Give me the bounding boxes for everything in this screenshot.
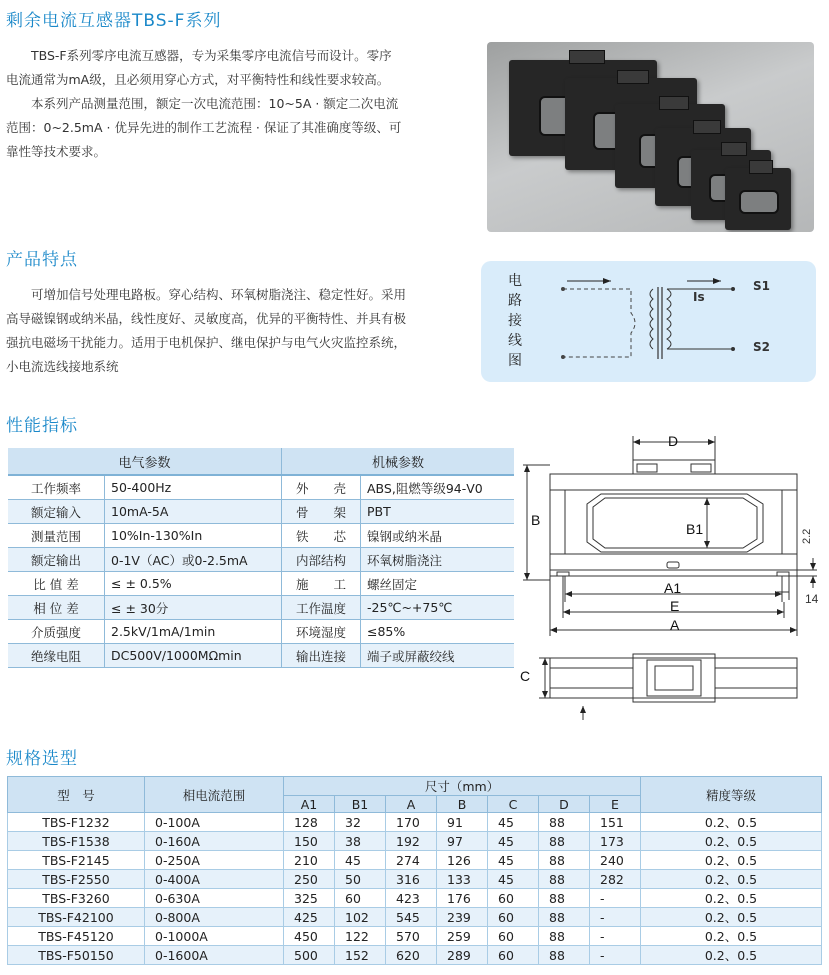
dimension-cell: 91 bbox=[437, 813, 488, 832]
e-value: ≤ ± 30分 bbox=[105, 596, 282, 620]
header-dim: A bbox=[386, 796, 437, 813]
accuracy-cell: 0.2、0.5 bbox=[641, 832, 822, 851]
m-label: 输出连接 bbox=[282, 644, 361, 668]
primary-loop bbox=[563, 289, 635, 357]
header-dim: B1 bbox=[335, 796, 386, 813]
e-value: 10mA-5A bbox=[105, 500, 282, 524]
dimension-cell: 38 bbox=[335, 832, 386, 851]
dimension-cell: 102 bbox=[335, 908, 386, 927]
dimension-cell: 210 bbox=[284, 851, 335, 870]
features-title: 产品特点 bbox=[6, 250, 78, 270]
dimension-cell: 97 bbox=[437, 832, 488, 851]
dimension-cell: 32 bbox=[335, 813, 386, 832]
e-value: DC500V/1000MΩmin bbox=[105, 644, 282, 668]
intro-title: 剩余电流互感器TBS-F系列 bbox=[6, 11, 222, 31]
e-label: 比 值 差 bbox=[8, 572, 105, 596]
e-label: 介质强度 bbox=[8, 620, 105, 644]
dimension-cell: 500 bbox=[284, 946, 335, 965]
dimension-cell: 88 bbox=[539, 851, 590, 870]
primary-coil bbox=[650, 289, 653, 349]
dimension-cell: 423 bbox=[386, 889, 437, 908]
m-value: 环氧树脂浇注 bbox=[361, 548, 515, 572]
secondary-coil bbox=[667, 289, 671, 349]
dimension-cell: 45 bbox=[488, 813, 539, 832]
s1-label: S1 bbox=[753, 279, 770, 293]
dimension-cell: 150 bbox=[284, 832, 335, 851]
header-dim: B bbox=[437, 796, 488, 813]
m-value: PBT bbox=[361, 500, 515, 524]
range-cell: 0-630A bbox=[145, 889, 284, 908]
ct-unit-6 bbox=[725, 168, 791, 230]
dimension-cell: 45 bbox=[488, 832, 539, 851]
dimension-cell: 240 bbox=[590, 851, 641, 870]
table-row bbox=[8, 500, 514, 524]
dimension-cell: 88 bbox=[539, 832, 590, 851]
dim-b1: B1 bbox=[686, 521, 704, 537]
e-label: 额定输出 bbox=[8, 548, 105, 572]
dimension-cell: 170 bbox=[386, 813, 437, 832]
dimension-cell: 152 bbox=[335, 946, 386, 965]
dimension-cell: 620 bbox=[386, 946, 437, 965]
table-row bbox=[8, 889, 822, 908]
accuracy-cell: 0.2、0.5 bbox=[641, 870, 822, 889]
table-row bbox=[8, 548, 514, 572]
intro-paragraph-2: 本系列产品测量范围，额定一次电流范围：10~5A · 额定二次电流范围：0~2.5mA · 优异先进的制作工艺流程 · 保证了其准确度等级、可靠性等技术要求。 bbox=[6, 96, 402, 159]
m-label: 工作温度 bbox=[282, 596, 361, 620]
selection-title: 规格选型 bbox=[6, 749, 78, 769]
m-value: -25℃~+75℃ bbox=[361, 596, 515, 620]
table-row bbox=[8, 620, 514, 644]
m-label: 骨 架 bbox=[282, 500, 361, 524]
s2-label: S2 bbox=[753, 340, 770, 354]
model-cell: TBS-F1538 bbox=[8, 832, 145, 851]
m-value: ≤85% bbox=[361, 620, 515, 644]
range-cell: 0-800A bbox=[145, 908, 284, 927]
range-cell: 0-100A bbox=[145, 813, 284, 832]
table-row bbox=[8, 475, 514, 500]
m-value: 端子或屏蔽绞线 bbox=[361, 644, 515, 668]
e-value: ≤ ± 0.5% bbox=[105, 572, 282, 596]
header-mechanical: 机械参数 bbox=[282, 448, 515, 475]
selection-table bbox=[7, 776, 822, 965]
header-electrical: 电气参数 bbox=[8, 448, 282, 475]
table-row bbox=[8, 644, 514, 668]
is-label: Is bbox=[693, 290, 705, 304]
dimension-cell: 60 bbox=[488, 927, 539, 946]
dimension-cell: 176 bbox=[437, 889, 488, 908]
dimension-cell: 250 bbox=[284, 870, 335, 889]
dimension-cell: 133 bbox=[437, 870, 488, 889]
features-text bbox=[6, 283, 418, 379]
header-accuracy: 精度等级 bbox=[641, 777, 822, 813]
model-cell: TBS-F1232 bbox=[8, 813, 145, 832]
m-label: 铁 芯 bbox=[282, 524, 361, 548]
intro-text bbox=[6, 44, 404, 164]
dimension-cell: 60 bbox=[335, 889, 386, 908]
dimension-cell: 60 bbox=[488, 908, 539, 927]
accuracy-cell: 0.2、0.5 bbox=[641, 851, 822, 870]
e-label: 额定输入 bbox=[8, 500, 105, 524]
table-row bbox=[8, 851, 822, 870]
table-row bbox=[8, 524, 514, 548]
m-label: 环境湿度 bbox=[282, 620, 361, 644]
table-row bbox=[8, 946, 822, 965]
accuracy-cell: 0.2、0.5 bbox=[641, 927, 822, 946]
intro-paragraph-1: TBS-F系列零序电流互感器，专为采集零序电流信号而设计。零序电流通常为mA级，且必须用穿心方式，对平衡特性和线性要求较高。 bbox=[6, 48, 392, 87]
spec-table bbox=[8, 448, 514, 668]
dimension-cell: 128 bbox=[284, 813, 335, 832]
s1-terminal bbox=[731, 287, 735, 291]
dim-d: D bbox=[668, 433, 679, 449]
model-cell: TBS-F45120 bbox=[8, 927, 145, 946]
range-cell: 0-1600A bbox=[145, 946, 284, 965]
dimension-cell: 45 bbox=[488, 851, 539, 870]
header-dim: E bbox=[590, 796, 641, 813]
dimension-cell: - bbox=[590, 908, 641, 927]
dimension-cell: 289 bbox=[437, 946, 488, 965]
features-paragraph: 可增加信号处理电路板。穿心结构、环氧树脂浇注、稳定性好。采用高导磁镍钢或纳米晶，线性度好、灵敏度高，优异的平衡特性、并具有极强抗电磁场干扰能力。适用于电机保护、继电保护与电气火灾监控系统，小电流选线接地系统 bbox=[6, 287, 407, 374]
dimension-cell: 50 bbox=[335, 870, 386, 889]
accuracy-cell: 0.2、0.5 bbox=[641, 889, 822, 908]
dimension-cell: 88 bbox=[539, 927, 590, 946]
header-range: 相电流范围 bbox=[145, 777, 284, 813]
dimension-cell: 425 bbox=[284, 908, 335, 927]
dimension-cell: 88 bbox=[539, 870, 590, 889]
m-label: 施 工 bbox=[282, 572, 361, 596]
m-label: 内部结构 bbox=[282, 548, 361, 572]
dimension-cell: 88 bbox=[539, 889, 590, 908]
dimension-cell: 570 bbox=[386, 927, 437, 946]
dimension-cell: 545 bbox=[386, 908, 437, 927]
model-cell: TBS-F50150 bbox=[8, 946, 145, 965]
m-value: 镍钢或纳米晶 bbox=[361, 524, 515, 548]
table-row bbox=[8, 596, 514, 620]
primary-terminal-top bbox=[561, 287, 565, 291]
dimension-cell: 45 bbox=[335, 851, 386, 870]
e-value: 50-400Hz bbox=[105, 475, 282, 500]
m-value: ABS,阻燃等级94-V0 bbox=[361, 475, 515, 500]
circuit-label: 电路接线图 bbox=[508, 273, 522, 369]
m-value: 螺丝固定 bbox=[361, 572, 515, 596]
header-dim: D bbox=[539, 796, 590, 813]
primary-terminal-bottom bbox=[561, 355, 565, 359]
model-cell: TBS-F2145 bbox=[8, 851, 145, 870]
dimension-cell: - bbox=[590, 946, 641, 965]
dim-a1: A1 bbox=[664, 580, 682, 596]
dimension-cell: 122 bbox=[335, 927, 386, 946]
s2-terminal bbox=[731, 347, 735, 351]
table-row bbox=[8, 927, 822, 946]
e-label: 绝缘电阻 bbox=[8, 644, 105, 668]
dim-14: 14 bbox=[805, 592, 819, 606]
range-cell: 0-250A bbox=[145, 851, 284, 870]
dim-a: A bbox=[670, 617, 680, 633]
e-value: 0-1V（AC）或0-2.5mA bbox=[105, 548, 282, 572]
e-label: 工作频率 bbox=[8, 475, 105, 500]
dim-e: E bbox=[670, 598, 680, 614]
dimension-cell: 151 bbox=[590, 813, 641, 832]
header-size: 尺寸（mm） bbox=[284, 777, 641, 796]
dim-b: B bbox=[531, 512, 541, 528]
e-label: 相 位 差 bbox=[8, 596, 105, 620]
dim-2-2: 2.2 bbox=[801, 528, 813, 544]
range-cell: 0-1000A bbox=[145, 927, 284, 946]
dimension-cell: 60 bbox=[488, 889, 539, 908]
dimension-cell: 45 bbox=[488, 870, 539, 889]
product-photo bbox=[487, 42, 814, 232]
table-row bbox=[8, 870, 822, 889]
e-value: 2.5kV/1mA/1min bbox=[105, 620, 282, 644]
dimension-cell: 88 bbox=[539, 908, 590, 927]
dimension-cell: 60 bbox=[488, 946, 539, 965]
dimension-cell: 192 bbox=[386, 832, 437, 851]
model-cell: TBS-F2550 bbox=[8, 870, 145, 889]
dimension-cell: 88 bbox=[539, 946, 590, 965]
range-cell: 0-160A bbox=[145, 832, 284, 851]
dimension-cell: 239 bbox=[437, 908, 488, 927]
dimension-cell: - bbox=[590, 889, 641, 908]
e-value: 10%In-130%In bbox=[105, 524, 282, 548]
dimension-cell: 316 bbox=[386, 870, 437, 889]
performance-title: 性能指标 bbox=[6, 416, 78, 436]
accuracy-cell: 0.2、0.5 bbox=[641, 946, 822, 965]
dimension-cell: 259 bbox=[437, 927, 488, 946]
accuracy-cell: 0.2、0.5 bbox=[641, 908, 822, 927]
dimension-cell: 88 bbox=[539, 813, 590, 832]
table-row bbox=[8, 832, 822, 851]
range-cell: 0-400A bbox=[145, 870, 284, 889]
dim-c: C bbox=[520, 668, 531, 684]
dimension-cell: 450 bbox=[284, 927, 335, 946]
table-row bbox=[8, 908, 822, 927]
dimension-cell: 126 bbox=[437, 851, 488, 870]
dimension-cell: 325 bbox=[284, 889, 335, 908]
header-dim: A1 bbox=[284, 796, 335, 813]
dimension-cell: 274 bbox=[386, 851, 437, 870]
e-label: 测量范围 bbox=[8, 524, 105, 548]
circuit-diagram bbox=[481, 261, 816, 382]
dimension-cell: - bbox=[590, 927, 641, 946]
header-dim: C bbox=[488, 796, 539, 813]
model-cell: TBS-F42100 bbox=[8, 908, 145, 927]
dimension-cell: 173 bbox=[590, 832, 641, 851]
m-label: 外 壳 bbox=[282, 475, 361, 500]
accuracy-cell: 0.2、0.5 bbox=[641, 813, 822, 832]
table-row bbox=[8, 813, 822, 832]
model-cell: TBS-F3260 bbox=[8, 889, 145, 908]
dimension-cell: 282 bbox=[590, 870, 641, 889]
header-model: 型 号 bbox=[8, 777, 145, 813]
table-row bbox=[8, 572, 514, 596]
